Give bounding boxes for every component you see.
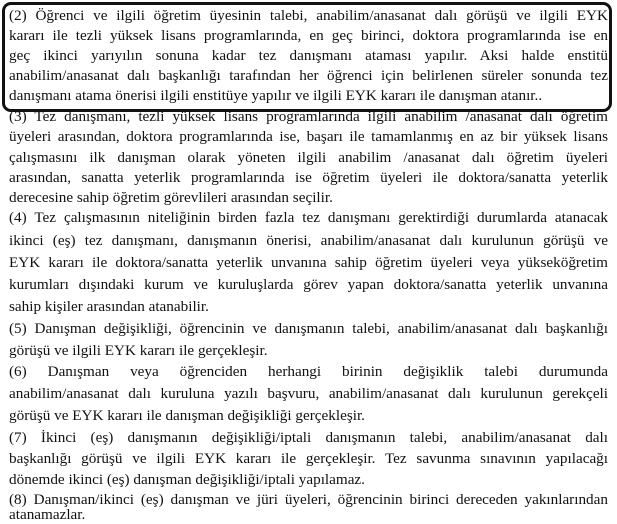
paragraph-8-line-2: atanamazlar. [9, 506, 86, 523]
paragraph-5-line-1: (5) Danışman değişikliği, öğrencinin ve danışmanın talebi, anabilim/anasanat dalı başkanlığı [9, 320, 608, 337]
paragraph-2-line-2: kararı ile tezli yüksek lisans programlarında, en geç birinci, doktora programlarında ise en [9, 27, 608, 44]
paragraph-6-line-1: (6) Danışman veya öğrenciden herhangi birinin değişiklik talebi durumunda [9, 363, 608, 380]
paragraph-2-line-4: anabilim/anasanat dalı başkanlığı tarafından her öğrenci için belirlenen süreler sonunda tez [9, 67, 608, 84]
paragraph-2-line-5: danışmanı atama önerisi ilgili enstitüye yapılır ve ilgili EYK kararı ile danışman atanır.. [9, 87, 543, 104]
paragraph-7-line-2: başkanlığı görüşü ve ilgili EYK kararı ile gerçekleşir. Tez savunma sınavının yapılacağı [9, 450, 608, 467]
paragraph-4-line-5: sahip kişiler arasından atanabilir. [9, 298, 209, 315]
paragraph-7-line-1: (7) İkinci (eş) danışmanın değişikliği/iptali danışmanın talebi, anabilim/anasanat dalı [9, 429, 608, 446]
paragraph-3-line-3: çalışmasını ilk danışman olarak yöneten ilgili anabilim /anasanat dalı öğretim üyeleri [9, 149, 608, 166]
paragraph-3-line-1: (3) Tez danışmanı, tezli yüksek lisans programlarında ilgili anabilim /anasanat dalı öğretim [9, 108, 608, 125]
paragraph-8-line-1: (8) Danışman/ikinci (eş) danışman ve jüri üyeleri, öğrencinin birinci dereceden yakınlarından [9, 491, 608, 508]
paragraph-2-line-3: geç ikinci yarıyılın sonuna kadar tez danışmanı ataması yapılır. Aksi halde enstitü [9, 47, 608, 64]
paragraph-4-line-2: ikinci (eş) tez danışmanı, danışmanın önerisi, anabilim/anasanat dalı kurulunun görüşü ve [9, 232, 608, 249]
paragraph-4-line-1: (4) Tez çalışmasının niteliğinin birden fazla tez danışmanı gerektirdiği durumlarda atanacak [9, 209, 608, 226]
paragraph-3-line-5: derecesine sahip öğretim görevlileri arasından seçilir. [9, 189, 333, 206]
paragraph-4-line-3: EYK kararı ile doktora/sanatta yeterlik unvanına sahip öğretim üyeleri veya yükseköğretim [9, 254, 608, 271]
paragraph-6-line-3: görüşü ve EYK kararı ile danışman değişikliği gerçekleşir. [9, 407, 365, 424]
paragraph-7-line-3: dönemde ikinci (eş) danışman değişikliği/iptali yapılamaz. [9, 471, 365, 488]
paragraph-4-line-4: kurumları dışındaki kurum ve kuruluşlarda görev yapan doktora/sanatta yeterlik unvanına [9, 276, 608, 293]
paragraph-6-line-2: anabilim/anasanat dalı kuruluna yazılı başvuru, anabilim/anasanat dalı kurulunun gerekçeli [9, 385, 608, 402]
paragraph-5-line-2: görüşü ve ilgili EYK kararı ile gerçekleşir. [9, 342, 268, 359]
paragraph-2-line-1: (2) Öğrenci ve ilgili öğretim üyesinin talebi, anabilim/anasanat dalı görüşü ve ilgili EYK [9, 7, 608, 24]
paragraph-3-line-4: arasından, sanatta yeterlik programlarında ise öğretim üyeleri ile doktora/sanatta yeterlik [9, 169, 608, 186]
paragraph-3-line-2: üyeleri arasından, doktora programlarında ise, başarı ile tamamlanmış en az bir yüksek lisans [9, 128, 608, 145]
